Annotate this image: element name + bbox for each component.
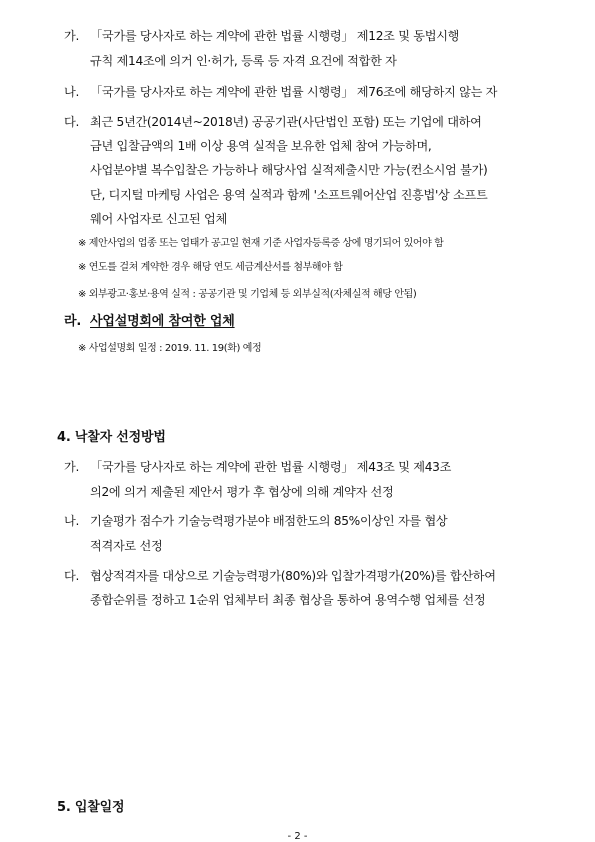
- s4-item-da-line-2: 종합순위를 정하고 1순위 업체부터 최종 협상을 통하여 용역수행 업체를 선정: [90, 593, 486, 607]
- s4-item-da-line-1: [64, 570, 496, 582]
- item-text: 기술평가 점수가 기술능력평가분야 배점한도의 85%이상인 자를 협상: [90, 514, 448, 528]
- item-ra-line: [64, 315, 235, 328]
- item-text: 「국가를 당사자로 하는 계약에 관한 법률 시행령」 제12조 및 동법시행: [90, 29, 460, 43]
- s4-item-ga-line-2: 의2에 의거 제출된 제안서 평가 후 협상에 의해 계약자 선정: [90, 485, 394, 499]
- item-label: 나.: [64, 85, 80, 99]
- item-label: 가.: [64, 460, 80, 474]
- item-ga-line-1: [64, 30, 459, 42]
- item-text: 최근 5년간(2014년~2018년) 공공기관(사단법인 포함) 또는 기업에 대하여: [90, 115, 482, 129]
- item-da-line-5: 웨어 사업자로 신고된 업체: [90, 212, 227, 226]
- note-tax-invoice: ※ 연도를 걸쳐 계약한 경우 해당 연도 세금계산서를 첨부해야 함: [78, 262, 343, 273]
- s4-item-ga-line-1: [64, 461, 451, 473]
- item-label: 다.: [64, 569, 80, 583]
- item-text: 「국가를 당사자로 하는 계약에 관한 법률 시행령」 제43조 및 제43조: [90, 460, 452, 474]
- item-da-line-3: 사업분야별 복수입찰은 가능하나 해당사업 실적제출시만 가능(컨소시엄 불가): [90, 163, 488, 177]
- item-label: 나.: [64, 514, 80, 528]
- s4-item-na-line-1: [64, 515, 447, 527]
- s4-item-na-line-2: 적격자로 선정: [90, 539, 163, 553]
- item-text: 협상적격자를 대상으로 기술능력평가(80%)와 입찰가격평가(20%)를 합산하여: [90, 569, 496, 583]
- page-number: - 2 -: [287, 831, 308, 842]
- item-label: 다.: [64, 115, 80, 129]
- item-da-line-4: 단, 디지털 마케팅 사업은 용역 실적과 함께 '소프트웨어산업 진흥법'상 소프트: [90, 188, 488, 202]
- item-label: 가.: [64, 29, 80, 43]
- section-4-heading: 4. 낙찰자 선정방법: [57, 430, 166, 445]
- item-da-line-1: [64, 116, 482, 128]
- note-briefing-schedule: ※ 사업설명회 일정 : 2019. 11. 19(화) 예정: [78, 343, 262, 354]
- note-business-registration: ※ 제안사업의 업종 또는 업태가 공고일 현재 기준 사업자등록증 상에 명기되어 있어야 함: [78, 238, 444, 249]
- item-label: 라.: [64, 314, 82, 329]
- note-external-performance: ※ 외부광고·홍보·용역 실적 : 공공기관 및 기업체 등 외부실적(자체실적 해당 안됨): [78, 289, 417, 300]
- item-da-line-2: 금년 입찰금액의 1배 이상 용역 실적을 보유한 업체 참여 가능하며,: [90, 139, 432, 153]
- item-ra-text: 사업설명회에 참여한 업체: [90, 314, 235, 329]
- item-na-line-1: [64, 86, 497, 98]
- item-ga-line-2: 규칙 제14조에 의거 인·허가, 등록 등 자격 요건에 적합한 자: [90, 54, 397, 68]
- item-text: 「국가를 당사자로 하는 계약에 관한 법률 시행령」 제76조에 해당하지 않는 자: [90, 85, 498, 99]
- section-5-heading: 5. 입찰일정: [57, 800, 125, 815]
